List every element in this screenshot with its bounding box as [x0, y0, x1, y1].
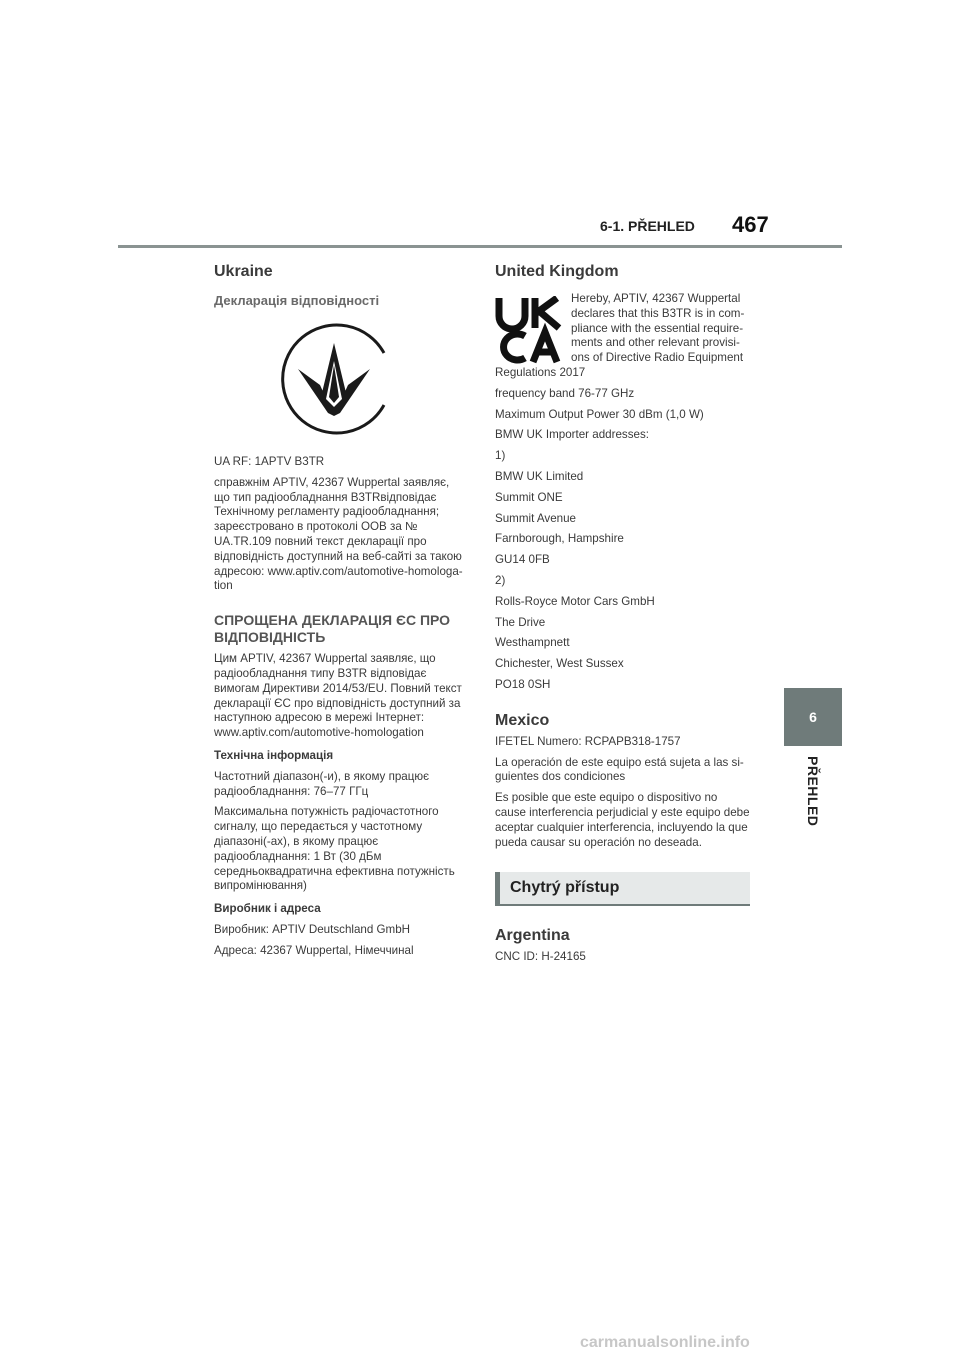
uk-line: BMW UK Importer addresses: — [495, 428, 649, 442]
mexico-heading: Mexico — [495, 711, 550, 729]
tech-info-frequency: Частотний діапазон(-и), в якому працює радіообладнання: 76–77 ГГц — [214, 769, 430, 798]
ukraine-subheading: Декларація відповідності — [214, 293, 380, 308]
simplified-declaration-text: Цим APTIV, 42367 Wuppertal заявляє, що радіообладнання типу B3TR відповідає вимогам Директиви 2014/53/EU. Повний текст декларації ЄС про відповідність доступний за наступною адресою в мережі Інтернет: www.aptiv.com/automotive-homologation — [214, 652, 462, 740]
smart-access-heading: Chytrý přístup — [510, 879, 620, 897]
uk-line: Summit Avenue — [495, 511, 576, 525]
ukraine-rf: UA RF: 1APTV B3TR — [214, 455, 325, 468]
uk-line: Chichester, West Sussex — [495, 657, 624, 671]
ukca-mark-icon — [495, 296, 563, 364]
uk-line: 1) — [495, 449, 506, 463]
tech-info-heading: Технічна інформація — [214, 748, 334, 762]
mexico-ifetel: IFETEL Numero: RCPAPB318-1757 — [495, 734, 681, 748]
manufacturer-name: Виробник: APTIV Deutschland GmbH — [214, 922, 411, 936]
smart-access-section-box — [495, 872, 750, 906]
watermark: carmanualsonline.info — [580, 1334, 750, 1351]
header-divider — [118, 245, 842, 248]
mexico-interference: Es posible que este equipo o dispositivo no cause interferencia perjudicial y este equipo debe aceptar cualquier interferencia, incluyendo la que pueda causar su operación no deseada. — [495, 791, 750, 849]
tech-info-power: Максимальна потужність радіочастотного сигналу, що передається у частотному діапазоні(-ах), в якому працює радіообладнання: 1 Вт (30 дБм середньоквадратична ефективна потужність випромінювання) — [214, 805, 455, 893]
ua-conformity-mark-icon — [276, 321, 392, 437]
uk-line: Maximum Output Power 30 dBm (1,0 W) — [495, 407, 704, 421]
right-column — [495, 262, 750, 971]
mexico-conditions: La operación de este equipo está sujeta a las si-guientes dos condiciones — [495, 755, 744, 784]
ukraine-declaration: справжнім APTIV, 42367 Wuppertal заявляє, що тип радіообладнання B3TRвідповідає Технічному регламенту радіообладнання; зареєстровано в протоколі OOB за № UA.TR.109 повний текст декларації про відповідність доступний на веб-сайті за такою адресою: www.aptiv.com/automotive-homologa-tion — [214, 475, 463, 593]
uk-line: Westhampnett — [495, 636, 570, 650]
uk-line: 2) — [495, 573, 506, 587]
uk-line: Summit ONE — [495, 490, 563, 504]
page-number: 467 — [732, 212, 769, 237]
uk-line: PO18 0SH — [495, 677, 551, 691]
simplified-declaration-heading: СПРОЩЕНА ДЕКЛАРАЦІЯ ЄС ПРО ВІДПОВІДНІСТЬ — [214, 612, 451, 646]
uk-line: frequency band 76-77 GHz — [495, 386, 635, 400]
section-title: 6-1. PŘEHLED — [600, 218, 695, 234]
chapter-label: PŘEHLED — [805, 756, 821, 827]
uk-line: The Drive — [495, 615, 546, 629]
ukca-block — [495, 292, 750, 381]
uk-heading: United Kingdom — [495, 263, 619, 280]
manufacturer-heading: Виробник і адреса — [214, 902, 321, 916]
uk-declaration: Hereby, APTIV, 42367 Wuppertal declares that this B3TR is in com-pliance with the essential require-ments and other relevant provisi-ons of Directive Radio Equipment Regulations 2017 — [495, 292, 745, 379]
manufacturer-address: Адреса: 42367 Wuppertal, Німеччинаl — [214, 943, 414, 957]
argentina-heading: Argentina — [495, 927, 570, 945]
argentina-cnc: CNC ID: H-24165 — [495, 950, 586, 964]
left-column — [214, 262, 466, 965]
uk-line: BMW UK Limited — [495, 469, 584, 483]
uk-line: Rolls-Royce Motor Cars GmbH — [495, 594, 655, 608]
chapter-tab[interactable]: 6 — [784, 688, 842, 746]
ukraine-heading: Ukraine — [214, 263, 273, 280]
uk-line: GU14 0FB — [495, 553, 550, 567]
uk-line: Farnborough, Hampshire — [495, 532, 624, 546]
